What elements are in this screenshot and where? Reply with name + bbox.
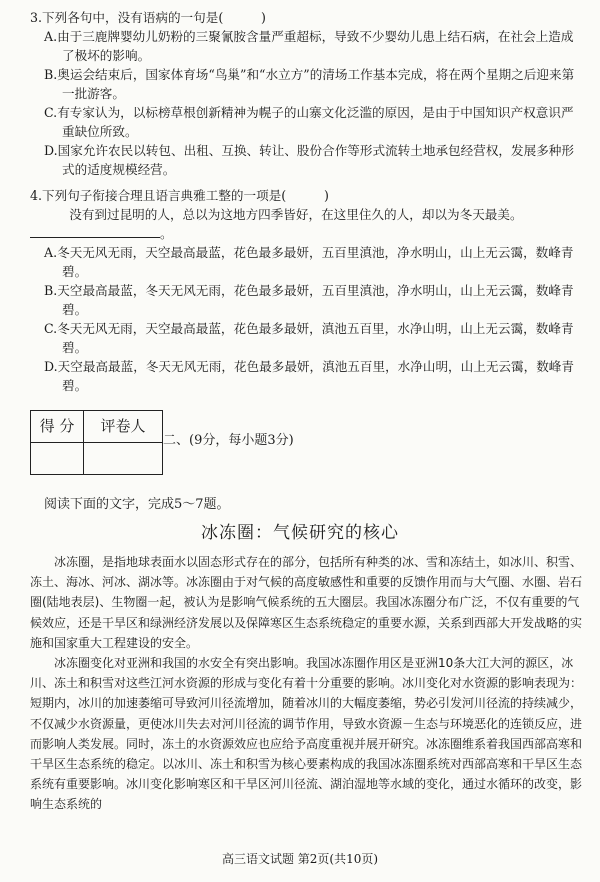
- grader-cell[interactable]: [84, 443, 163, 475]
- answer-blank: [30, 225, 160, 238]
- question-3-option-b[interactable]: B.奥运会结束后，国家体育场“鸟巢”和“水立方”的清场工作基本完成，将在两个星期之后迎来第一批游客。: [44, 67, 575, 101]
- question-4: [30, 186, 582, 395]
- question-4-stem: 4.下列句子衔接合理且语言典雅工整的一项是( ): [30, 188, 329, 203]
- section-2-heading: 二、(9分，每小题3分): [163, 433, 294, 448]
- page-footer: 高三语文试题 第2页(共10页): [221, 852, 379, 866]
- score-header: 得 分: [31, 411, 84, 443]
- question-4-option-c[interactable]: C.冬天无风无雨，天空最高最蓝，花色最多最妍，滇池五百里，水净山明，山上无云霭，数峰青碧。: [44, 321, 574, 355]
- article-paragraph: 冰冻圈变化对亚洲和我国的水安全有突出影响。我国冰冻圈作用区是亚洲10条大江大河的源区，冰川、冻土和积雪对这些江河水资源的形成与变化有着十分重要的影响。冰川变化对水资源的影响表现为：短期内，冰川的加速萎缩可导致河川径流增加，随着冰川的大幅度萎缩，势必引发河川径流的持续减少，不仅减少水资源量，更使冰川失去对河川径流的调节作用，导致水资源－生态与环境恶化的连锁反应，进而影响人类发展。同时，冻土的水资源效应也应给予高度重视并展开研究。冰冻圈维系着我国西部高寒和干旱区生态系统的稳定。以冰川、冻土和积雪为核心要素构成的我国冰冻圈系统对西部高寒和干旱区生态系统有重要影响。冰川变化影响寒区和干旱区河川径流、湖泊湿地等水域的变化，通过水循环的改变，影响生态系统的: [30, 656, 583, 812]
- score-cell[interactable]: [31, 443, 84, 475]
- question-3-option-d[interactable]: D.国家允许农民以转包、出租、互换、转让、股份合作等形式流转土地承包经营权，发展多种形式的适度规模经营。: [44, 143, 574, 177]
- question-3-options: [44, 27, 582, 179]
- question-4-option-d[interactable]: D.天空最高最蓝，冬天无风无雨，花色最多最妍，滇池五百里，水净山明，山上无云霭，数峰青碧。: [44, 359, 574, 393]
- question-4-option-b[interactable]: B.天空最高最蓝，冬天无风无雨，花色最多最妍，五百里滇池，净水明山，山上无云霭，数峰青碧。: [44, 283, 574, 317]
- article-title: 冰冻圈：气候研究的核心: [201, 523, 399, 543]
- question-3-option-a[interactable]: A.由于三鹿牌婴幼儿奶粉的三聚氰胺含量严重超标，导致不少婴幼儿患上结石病，在社会上造成了极坏的影响。: [44, 29, 574, 63]
- question-3: [30, 8, 582, 179]
- reading-instructions: 阅读下面的文字，完成5～7题。: [44, 497, 230, 512]
- grader-header: 评卷人: [84, 411, 163, 443]
- question-4-passage: 没有到过昆明的人，总以为这地方四季皆好，在这里住久的人，却以为冬天最美。: [69, 207, 523, 222]
- article-paragraph: 冰冻圈，是指地球表面水以固态形式存在的部分，包括所有种类的冰、雪和冻结土，如冰川、积雪、冻土、海冰、河冰、湖冰等。冰冻圈由于对气候的高度敏感性和重要的反馈作用而与大气圈、水圈、岩石圈(陆地表层)、生物圈一起，被认为是影响气候系统的五大圈层。我国冰冻圈分布广泛，不仅有重要的气候效应，还是干旱区和绿洲经济发展以及保障寒区生态系统稳定的重要水源，关系到西部大开发战略的实施和国家重大工程建设的安全。: [30, 555, 583, 650]
- question-4-blank: [30, 224, 582, 243]
- question-3-stem: 3.下列各句中，没有语病的一句是( ): [30, 10, 266, 25]
- score-table: [30, 410, 163, 475]
- article-body: [30, 552, 582, 815]
- question-3-option-c[interactable]: C.有专家认为，以标榜草根创新精神为幌子的山寨文化泛滥的原因，是由于中国知识产权意识严重缺位所致。: [44, 105, 574, 139]
- question-4-option-a[interactable]: A.冬天无风无雨，天空最高最蓝，花色最多最妍，五百里滇池，净水明山，山上无云霭，数峰青碧。: [44, 245, 574, 279]
- question-4-options: [44, 243, 582, 395]
- blank-period: 。: [160, 226, 173, 241]
